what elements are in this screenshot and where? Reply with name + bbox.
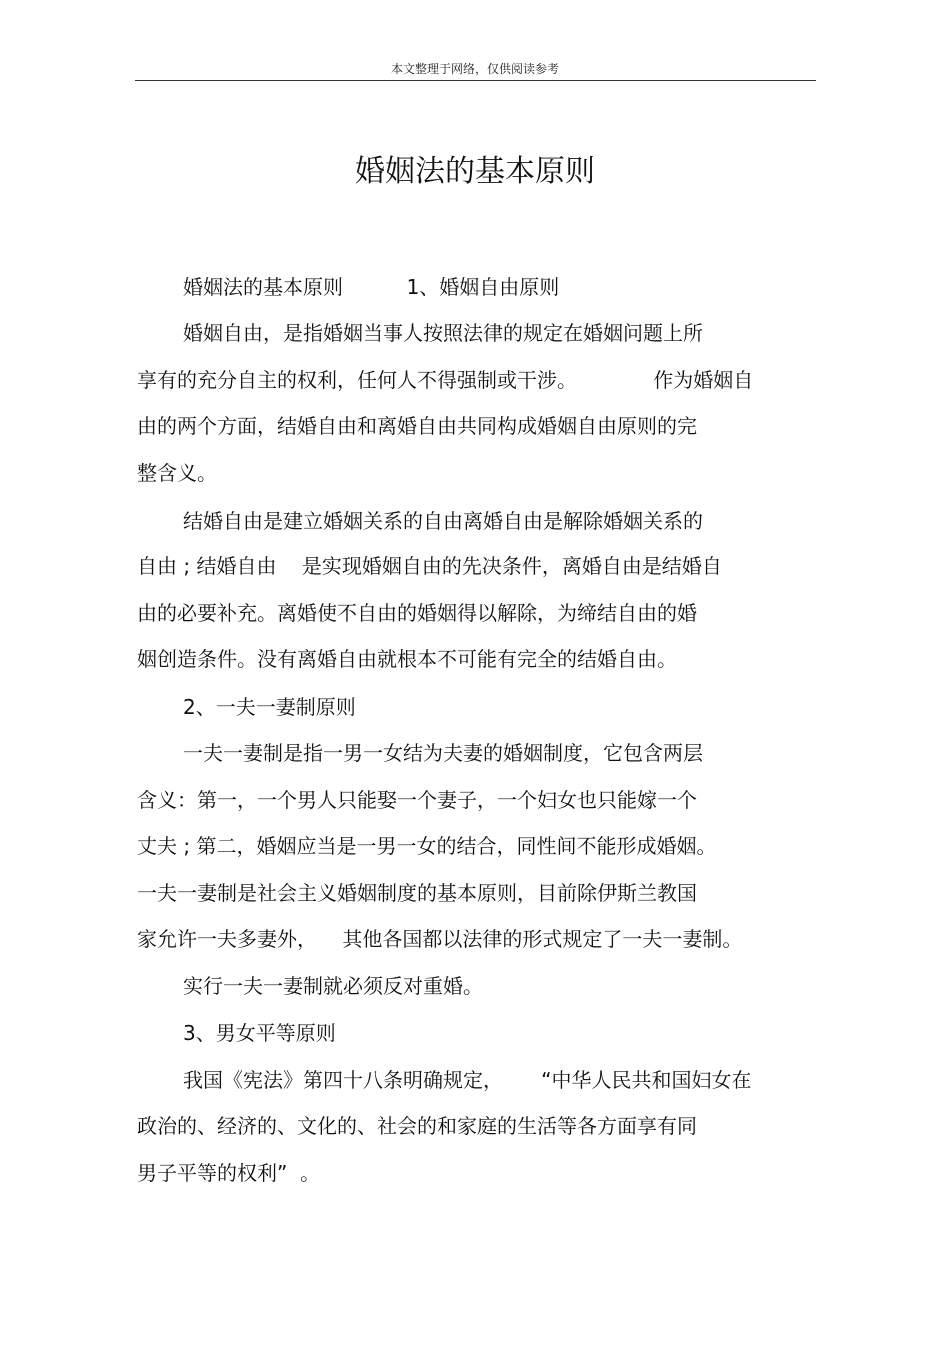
paragraph-line: 享有的充分自主的权利，任何人不得强制或干涉。 作为婚姻自 <box>137 368 754 392</box>
paragraph-line: 姻创造条件。没有离婚自由就根本不可能有完全的结婚自由。 <box>137 647 677 671</box>
paragraph-line: 一夫一妻制是社会主义婚姻制度的基本原则，目前除伊斯兰教国 <box>137 881 697 905</box>
header-note: 本文整理于网络，仅供阅读参考 <box>390 62 559 76</box>
paragraph-line: 男子平等的权利” 。 <box>137 1161 321 1185</box>
paragraph-line: 实行一夫一妻制就必须反对重婚。 <box>183 974 483 998</box>
paragraph-line: 一夫一妻制是指一男一女结为夫妻的婚姻制度，它包含两层 <box>183 741 703 765</box>
paragraph-line: 家允许一夫多妻外， 其他各国都以法律的形式规定了一夫一妻制。 <box>137 927 743 951</box>
paragraph-line: 由的两个方面，结婚自由和离婚自由共同构成婚姻自由原则的完 <box>137 414 697 438</box>
paragraph-line: 含义：第一，一个男人只能娶一个妻子，一个妇女也只能嫁一个 <box>137 788 697 812</box>
page-title: 婚姻法的基本原则 <box>355 154 595 189</box>
paragraph-line: 婚姻自由，是指婚姻当事人按照法律的规定在婚姻问题上所 <box>183 321 703 345</box>
section-heading-1: 婚姻法的基本原则 1、婚姻自由原则 <box>183 275 560 299</box>
paragraph-line: 结婚自由是建立婚姻关系的自由离婚自由是解除婚姻关系的 <box>183 509 703 533</box>
paragraph-line: 整含义。 <box>137 461 217 485</box>
header-divider <box>135 80 816 81</box>
section-heading-2: 2、一夫一妻制原则 <box>183 695 356 719</box>
paragraph-line: 由的必要补充。离婚使不自由的婚姻得以解除，为缔结自由的婚 <box>137 601 697 625</box>
paragraph-line: 自由 ; 结婚自由 是实现婚姻自由的先决条件，离婚自由是结婚自 <box>137 554 722 578</box>
paragraph-line: 政治的、经济的、文化的、社会的和家庭的生活等各方面享有同 <box>137 1114 697 1138</box>
paragraph-line: 我国《宪法》第四十八条明确规定， “中华人民共和国妇女在 <box>183 1068 752 1092</box>
section-heading-3: 3、男女平等原则 <box>183 1021 336 1045</box>
paragraph-line: 丈夫 ; 第二，婚姻应当是一男一女的结合，同性间不能形成婚姻。 <box>137 834 717 858</box>
